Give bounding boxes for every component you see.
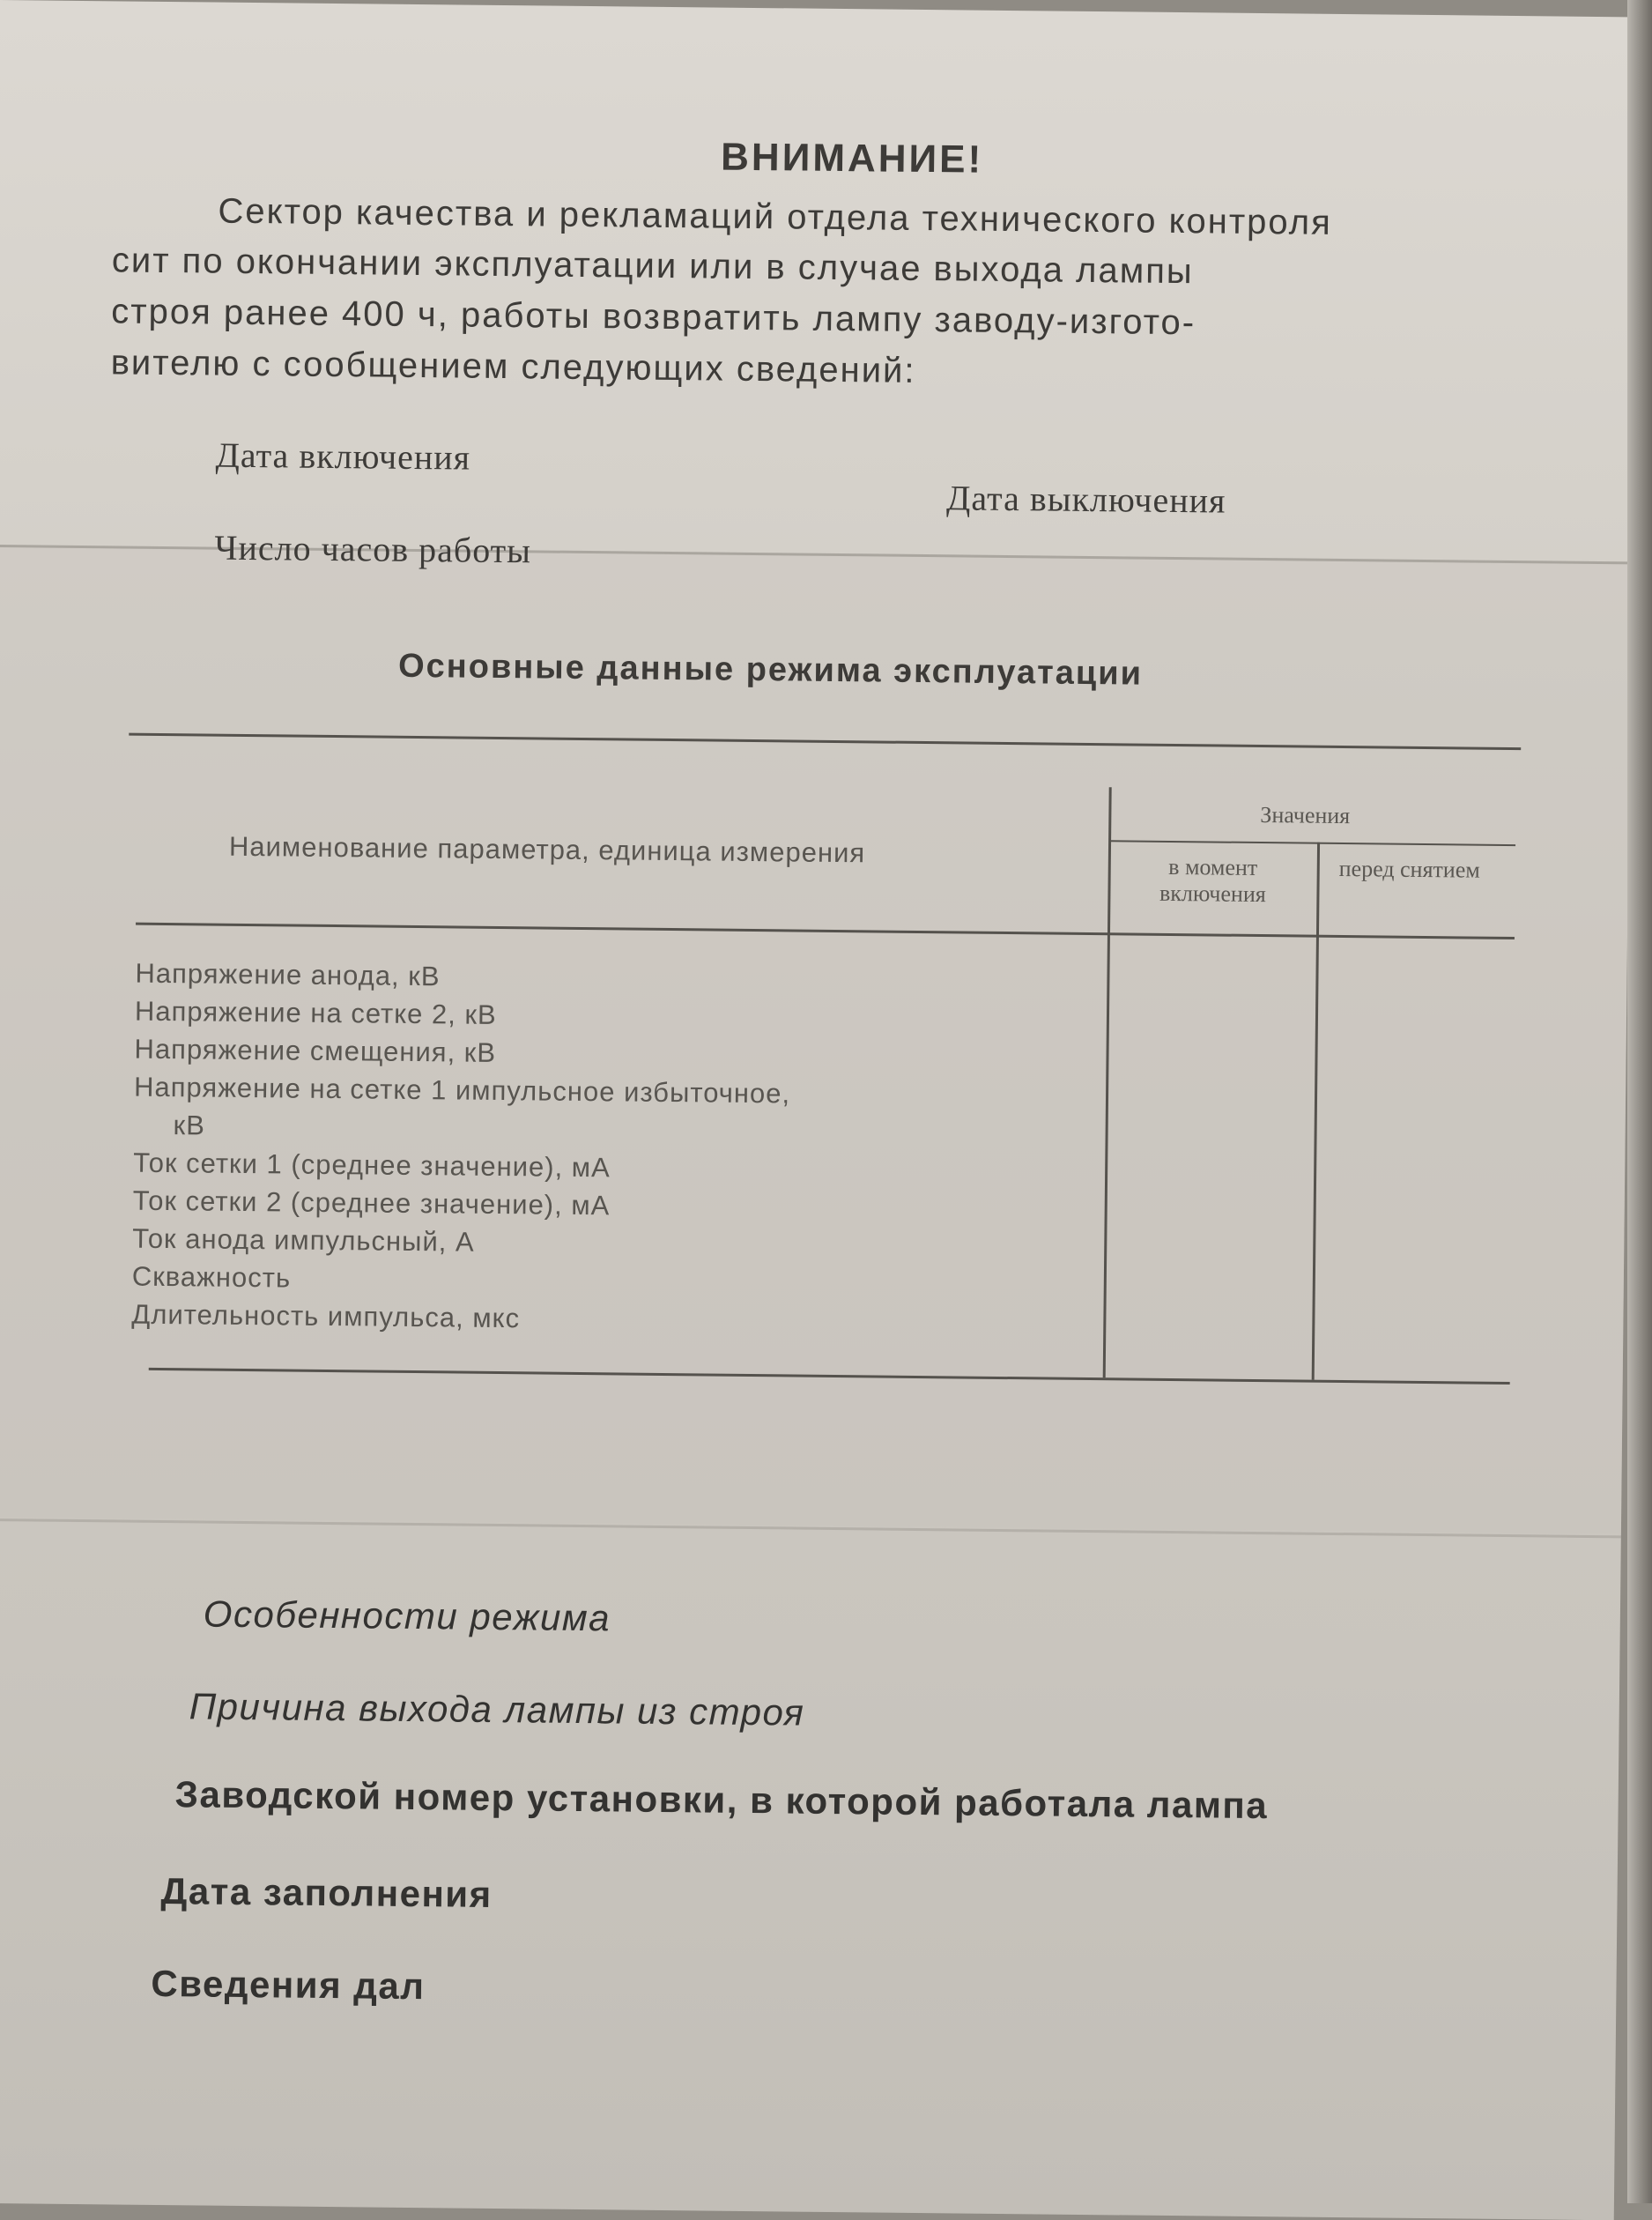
table-title: Основные данные режима эксплуатации <box>397 647 1144 693</box>
date-off-label: Дата выключения <box>945 478 1226 521</box>
notice-line: Сектор качества и рекламаций отдела технического контроля <box>218 191 1333 242</box>
background-edge <box>1627 0 1652 2203</box>
mode-label: Особенности режима <box>203 1593 611 1639</box>
table-row: кВ <box>173 1110 206 1141</box>
col-values-header: Значения <box>1260 802 1351 829</box>
notice-line: строя ранее 400 ч, работы возвратить лампу заводу-изгото- <box>111 292 1196 343</box>
notice-line: вителю с сообщением следующих сведений: <box>110 343 916 390</box>
table-row: Ток сетки 1 (среднее значение), мА <box>133 1147 611 1184</box>
col-before-header: перед снятием <box>1338 855 1480 883</box>
date-on-label: Дата включения <box>215 434 471 478</box>
notice-line: сит по окончании эксплуатации или в случае выхода лампы <box>111 241 1194 292</box>
col-param-header: Наименование параметра, единица измерения <box>228 830 866 869</box>
table-row: Напряжение анода, кВ <box>135 957 441 992</box>
table-row: Ток анода импульсный, А <box>132 1222 475 1258</box>
table-row: Длительность импульса, мкс <box>131 1298 521 1334</box>
table-row: Напряжение на сетке 1 импульсное избыточное, <box>133 1071 791 1110</box>
table-row: Ток сетки 2 (среднее значение), мА <box>132 1184 611 1221</box>
table-row: Скважность <box>131 1260 292 1294</box>
reason-label: Причина выхода лампы из строя <box>189 1685 805 1734</box>
serial-label: Заводской номер установки, в которой работала лампа <box>174 1773 1269 1827</box>
table-row: Напряжение смещения, кВ <box>134 1033 497 1068</box>
hours-label: Число часов работы <box>214 527 532 571</box>
col-on-header: в момент включения <box>1159 853 1266 908</box>
date-filled-label: Дата заполнения <box>160 1870 493 1915</box>
given-by-label: Сведения дал <box>151 1962 426 2008</box>
notice-title: ВНИМАНИЕ! <box>720 135 984 182</box>
table-row: Напряжение на сетке 2, кВ <box>134 995 497 1030</box>
